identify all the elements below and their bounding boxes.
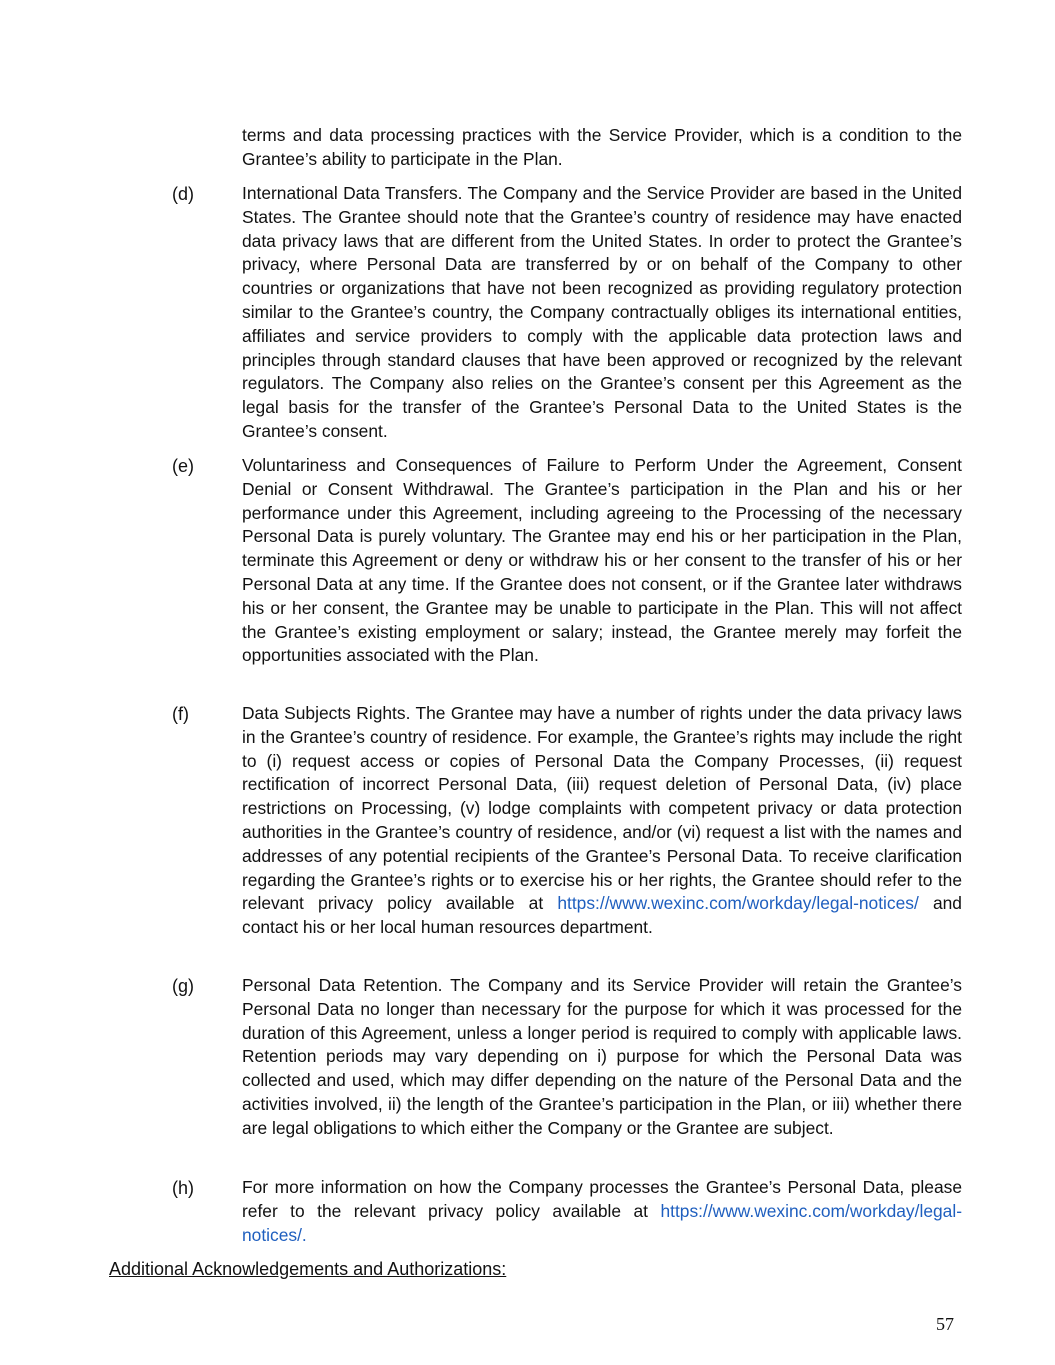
item-text-before: Data Subjects Rights. The Grantee may have a number of rights under the data privacy laws in the Grantee’s country of residence. For example, the Grantee’s rights may include the right to (i) request access or copies of Personal Data the Company Processes, (ii) request rectification of incorrect Personal Data, (iii) request deletion of Personal Data, (iv) place restrictions on Processing, (v) lodge complaints with competent privacy or data protection authorities in the Grantee’s country of residence, and/or (vi) request a list with the names and addresses of any potential recipients of the Grantee’s Personal Data. To receive clarification regarding the Grantee’s rights or to exercise his or her rights, the Grantee should refer to the relevant privacy policy available at	[242, 703, 962, 914]
item-marker: (h)	[172, 1178, 194, 1198]
privacy-policy-link[interactable]: https://www.wexinc.com/workday/legal-notices/	[557, 893, 919, 914]
section-heading: Additional Acknowledgements and Authorizations:	[109, 1259, 507, 1279]
page-number: 57	[936, 1314, 954, 1334]
item-marker: (e)	[172, 456, 194, 476]
item-text: Personal Data Retention. The Company and its Service Provider will retain the Grantee’s Personal Data no longer than necessary for the purpose for which it was processed for the duration of this Agreement, unless a longer period is required to comply with applicable laws. Retention periods may vary depending on i) purpose for which the Personal Data was collected and used, which may differ depending on the nature of the Personal Data and the activities involved, ii) the length of the Grantee’s participation in the Plan, or iii) whether there are legal obligations to which either the Company or the Grantee are subject.	[242, 975, 962, 1138]
item-marker: (g)	[172, 976, 194, 996]
item-text	[242, 1176, 962, 1247]
intro-paragraph: terms and data processing practices with the Service Provider, which is a condition to the Grantee’s ability to participate in the Plan.	[242, 125, 962, 169]
item-text-after: and contact his or her local human resources department.	[242, 893, 962, 938]
item-marker: (f)	[172, 704, 189, 724]
item-text	[242, 702, 962, 940]
item-text-before: For more information on how the Company processes the Grantee’s Personal Data, please refer to the relevant privacy policy available at	[242, 1177, 962, 1221]
item-marker: (d)	[172, 184, 194, 204]
item-text: Voluntariness and Consequences of Failure to Perform Under the Agreement, Consent Denial or Consent Withdrawal. The Grantee’s participation in the Plan and his or her performance under this Agreement, including agreeing to the Processing of the necessary Personal Data is purely voluntary. The Grantee may end his or her participation in the Plan, terminate this Agreement or deny or withdraw his or her consent to the transfer of his or her Personal Data at any time. If the Grantee does not consent, or if the Grantee later withdraws his or her consent, the Grantee may be unable to participate in the Plan. This will not affect the Grantee’s existing employment or salary; instead, the Grantee merely may forfeit the opportunities associated with the Plan.	[242, 455, 962, 666]
privacy-policy-link[interactable]: https://www.wexinc.com/workday/legal-notices/.	[242, 1200, 962, 1245]
item-text: International Data Transfers. The Company and the Service Provider are based in the United States. The Grantee should note that the Grantee’s country of residence may have enacted data privacy laws that are different from the United States. In order to protect the Grantee’s privacy, where Personal Data are transferred by or on behalf of the Company to other countries or organizations that have not been recognized as providing regulatory protection similar to the Grantee’s country, the Company contractually obliges its international entities, affiliates and service providers to comply with the applicable data protection laws and principles through standard clauses that have been approved or recognized by the relevant regulators. The Company also relies on the Grantee’s consent per this Agreement as the legal basis for the transfer of the Grantee’s Personal Data to the United States is the Grantee’s consent.	[242, 183, 962, 441]
